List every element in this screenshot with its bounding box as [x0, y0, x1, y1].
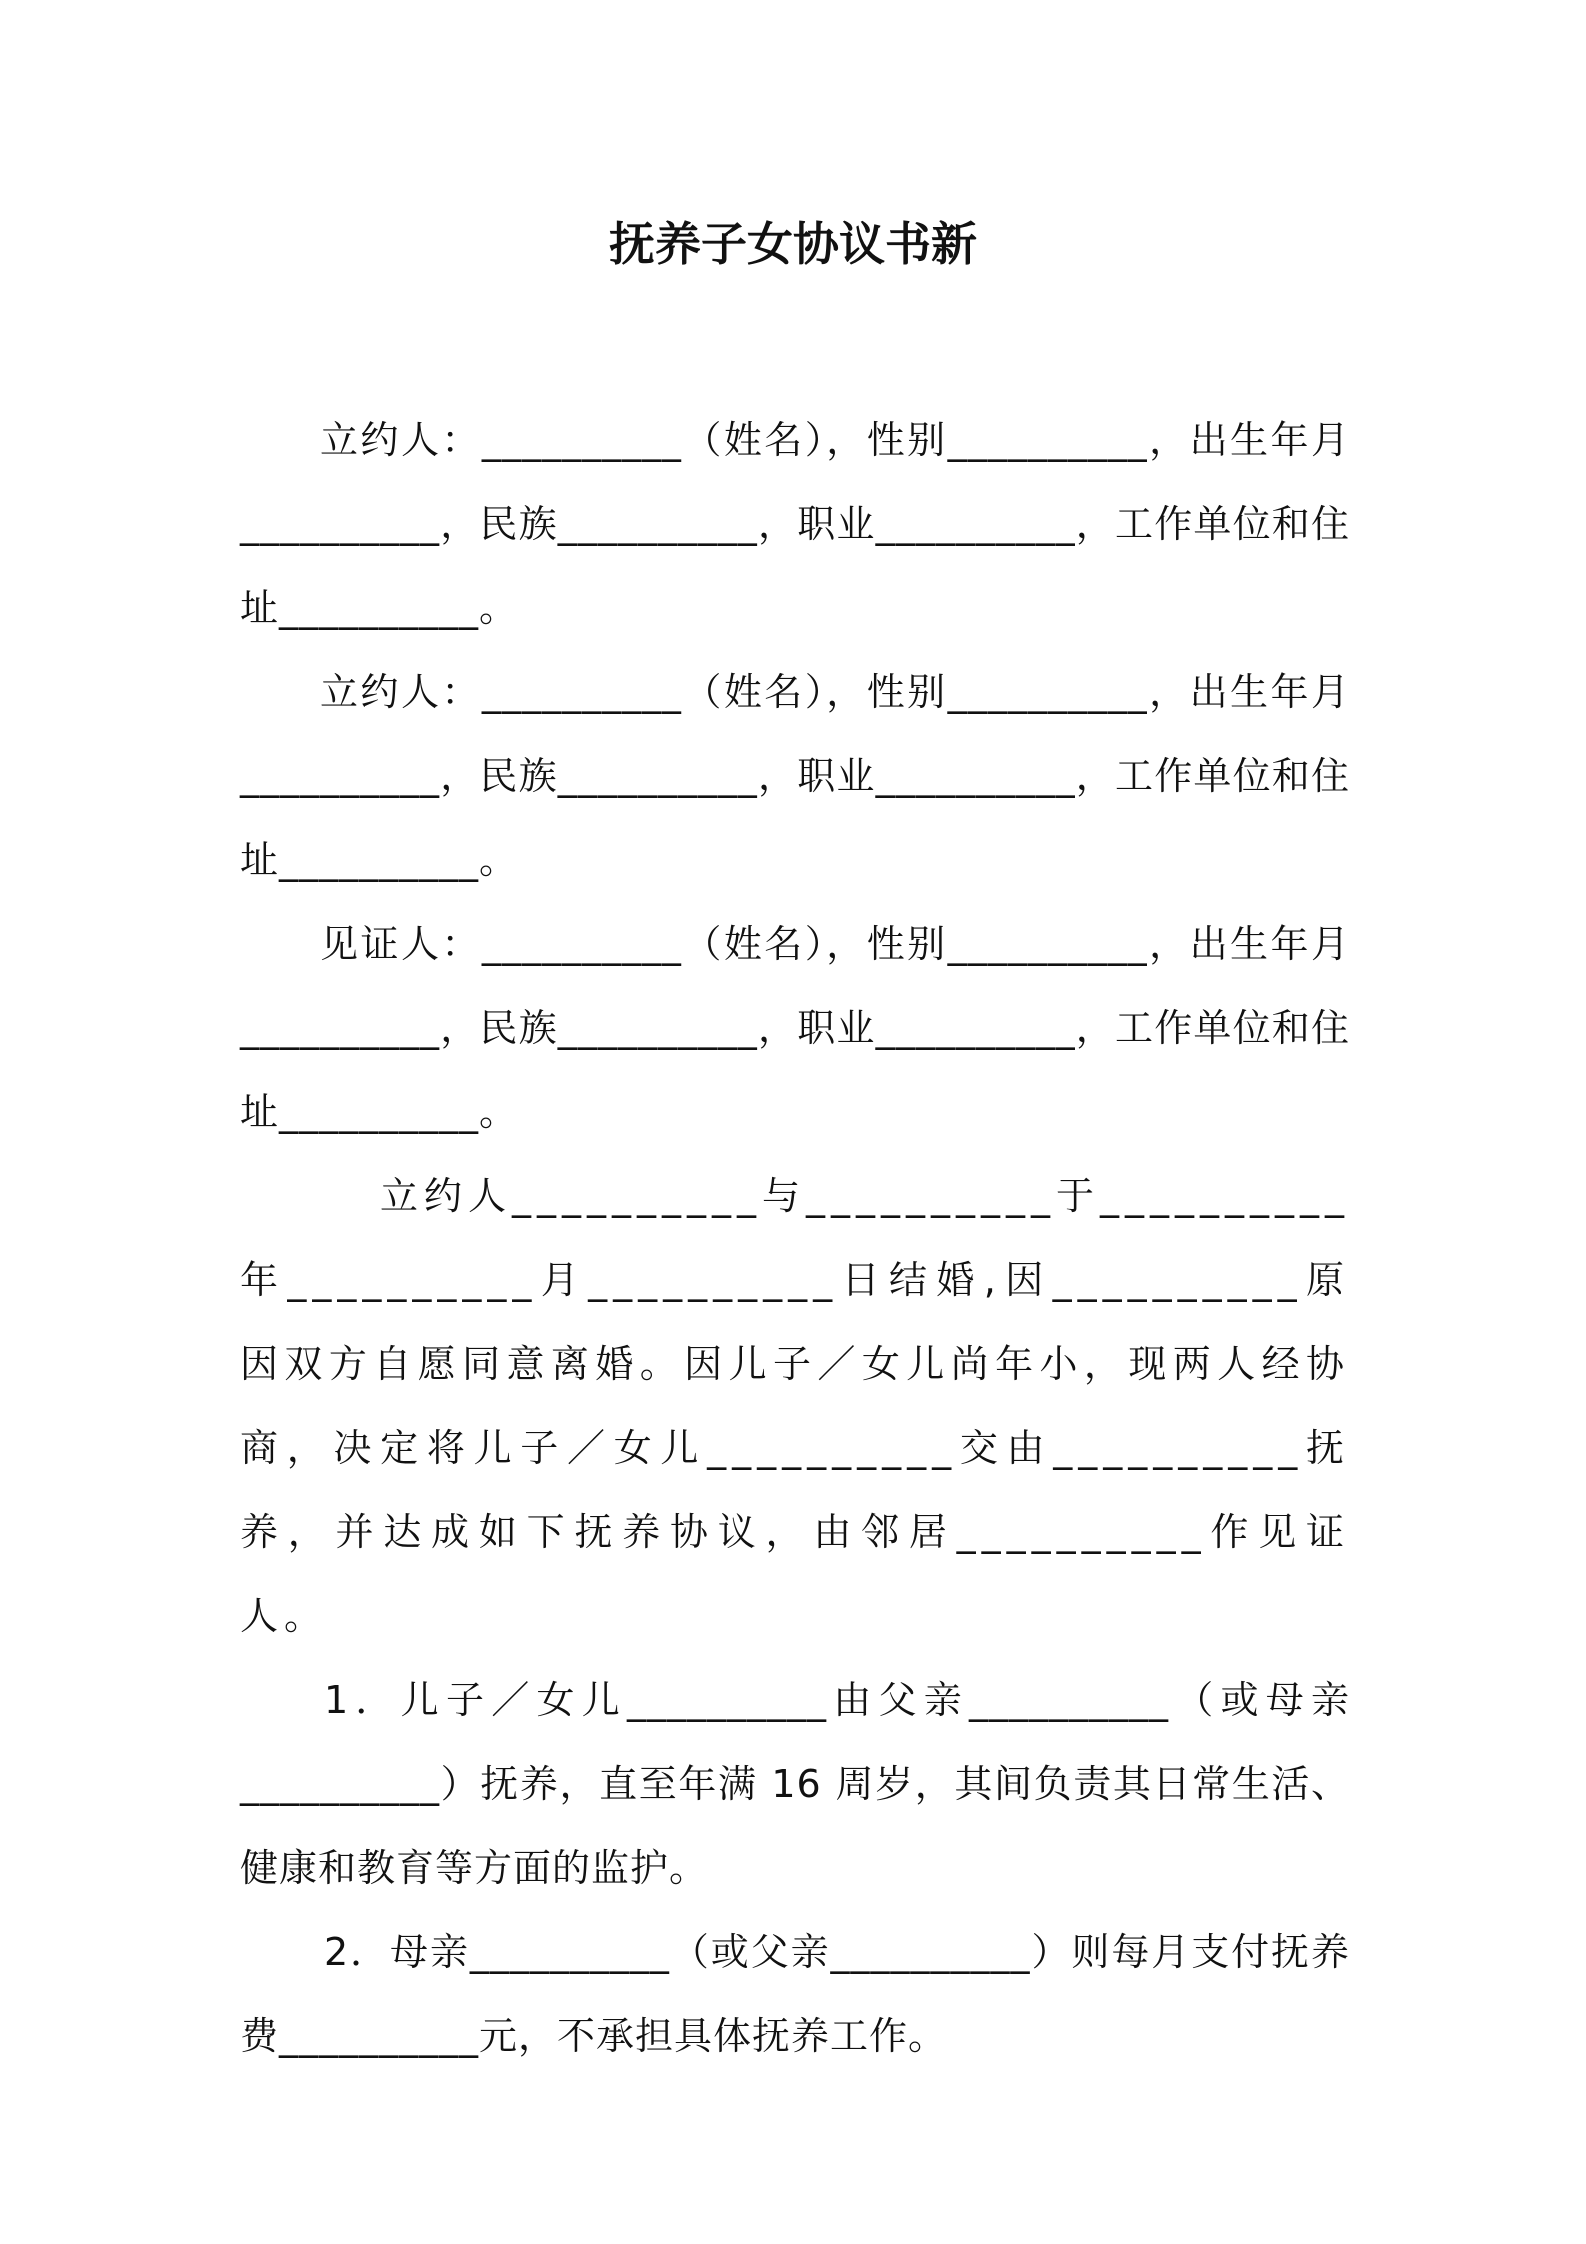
paragraph-background: 立约人__________与__________于__________年__________月__________日结婚,因__________原因双方自愿同意离婚。因儿子／女儿尚年小，现两人经协商，决定将儿子／女儿__________交由__________抚养，并达成如下抚养协议，由邻居__________作见证人。	[240, 1174, 1351, 1638]
paragraph-party-1: 立约人：__________（姓名），性别__________，出生年月__________，民族__________，职业__________，工作单位和住址__________。	[240, 418, 1350, 630]
paragraph-party-2: 立约人：__________（姓名），性别__________，出生年月__________，民族__________，职业__________，工作单位和住址__________。	[240, 670, 1350, 882]
document-body	[240, 398, 1350, 2078]
paragraph-witness: 见证人：__________（姓名），性别__________，出生年月__________，民族__________，职业__________，工作单位和住址__________。	[240, 922, 1350, 1134]
paragraph-clause-2: 2．母亲__________（或父亲__________）则每月支付抚养费__________元，不承担具体抚养工作。	[240, 1930, 1350, 2058]
document-title: 抚养子女协议书新	[609, 217, 977, 271]
paragraph-clause-1: 1．儿子／女儿__________由父亲__________（或母亲__________）抚养，直至年满 16 周岁，其间负责其日常生活、健康和教育等方面的监护。	[240, 1678, 1350, 1890]
